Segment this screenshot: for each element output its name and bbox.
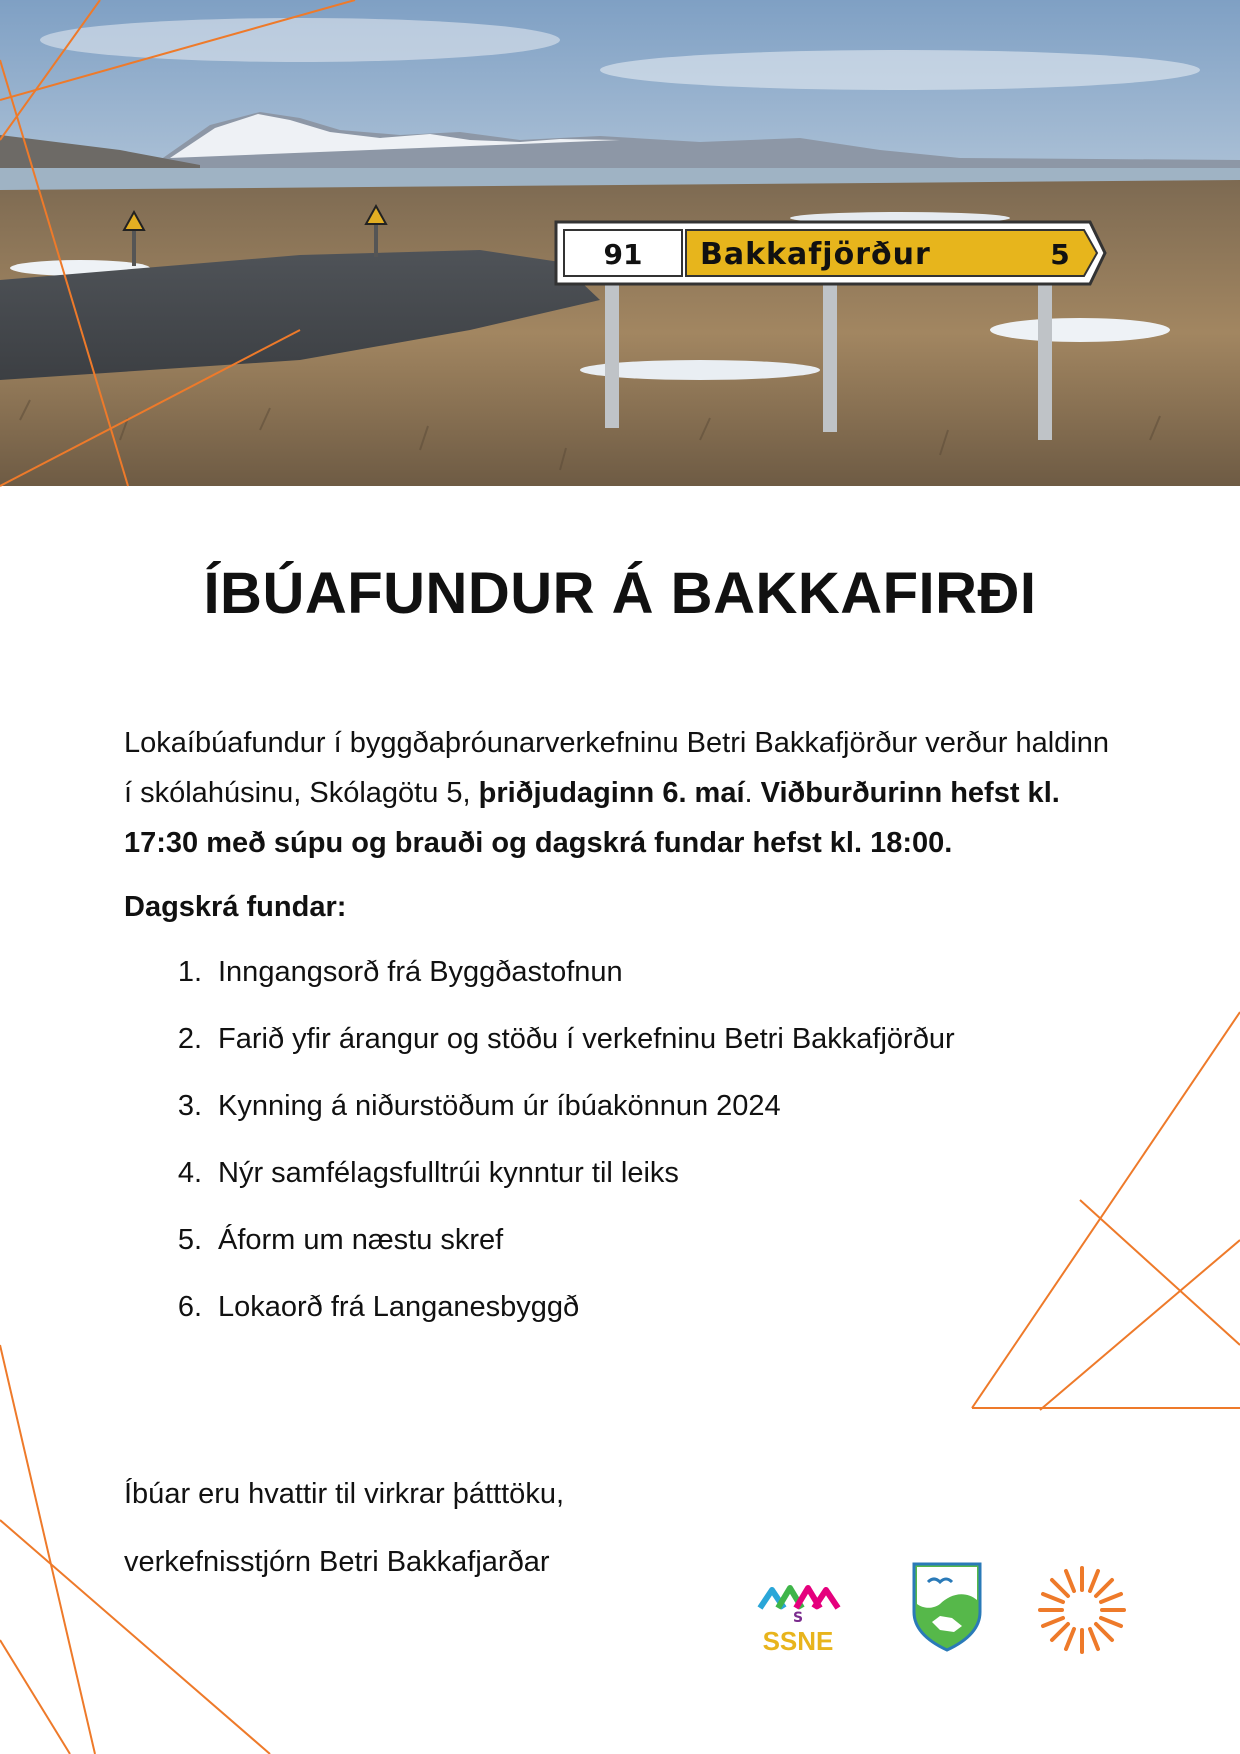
agenda-item-text: Lokaorð frá Langanesbyggð xyxy=(218,1290,580,1323)
agenda-item-text: Farið yfir árangur og stöðu í verkefninu Betri Bakkafjörður xyxy=(218,1022,955,1055)
logo-row xyxy=(750,1560,1160,1670)
sunburst-logo xyxy=(1032,1560,1132,1660)
agenda-item-text: Inngangsorð frá Byggðastofnun xyxy=(218,955,623,988)
agenda-item-text: Kynning á niðurstöðum úr íbúakönnun 2024 xyxy=(218,1089,781,1122)
intro-paragraph xyxy=(124,718,1124,868)
page-title: ÍBÚAFUNDUR Á BAKKAFIRÐI xyxy=(203,561,1037,626)
agenda-item-number: 2. xyxy=(177,1022,202,1055)
intro-period: . xyxy=(744,777,753,809)
langanesbyggd-crest xyxy=(910,1560,984,1652)
agenda-item-text: Nýr samfélagsfulltrúi kynntur til leiks xyxy=(218,1156,679,1189)
closing-block xyxy=(124,1460,564,1596)
closing-signature: verkefnisstjórn Betri Bakkafjarðar xyxy=(124,1546,550,1578)
ssne-logo-text: SSNE xyxy=(762,1626,834,1656)
intro-text: Lokaíbúafundur í byggðaþróunarverkefninu Betri Bakkafjörður verður haldinn í skólahúsinu, Skólagötu 5, xyxy=(124,727,1110,809)
agenda-item-number: 4. xyxy=(177,1156,202,1189)
svg-text:S: S xyxy=(792,1610,804,1626)
agenda-item xyxy=(124,1273,1124,1340)
closing-invitation: Íbúar eru hvattir til virkrar þátttöku, xyxy=(124,1478,564,1510)
agenda-item xyxy=(124,1139,1124,1206)
sign-distance: 5 xyxy=(1050,238,1070,271)
hero-photo xyxy=(0,0,1240,486)
agenda-item-number: 6. xyxy=(177,1290,202,1323)
agenda-item xyxy=(124,1072,1124,1139)
intro-schedule: Viðburðurinn hefst kl. 17:30 með súpu og brauði og dagskrá fundar hefst kl. 18:00. xyxy=(124,777,1060,859)
agenda-item xyxy=(124,938,1124,1005)
agenda-item-number: 3. xyxy=(177,1089,202,1122)
sign-destination: Bakkafjörður xyxy=(700,237,931,272)
agenda-item-number: 5. xyxy=(177,1223,202,1256)
agenda-item xyxy=(124,1005,1124,1072)
sign-route-number: 91 xyxy=(603,238,643,271)
main-content xyxy=(124,718,1124,1340)
agenda-list xyxy=(124,938,1124,1340)
agenda-item-number: 1. xyxy=(177,955,202,988)
ssne-logo xyxy=(750,1560,850,1660)
landscape-illustration xyxy=(0,0,1240,486)
agenda-item xyxy=(124,1206,1124,1273)
agenda-heading: Dagskrá fundar: xyxy=(124,891,347,923)
intro-date: þriðjudaginn 6. maí xyxy=(478,777,745,809)
agenda-item-text: Áform um næstu skref xyxy=(218,1223,504,1256)
